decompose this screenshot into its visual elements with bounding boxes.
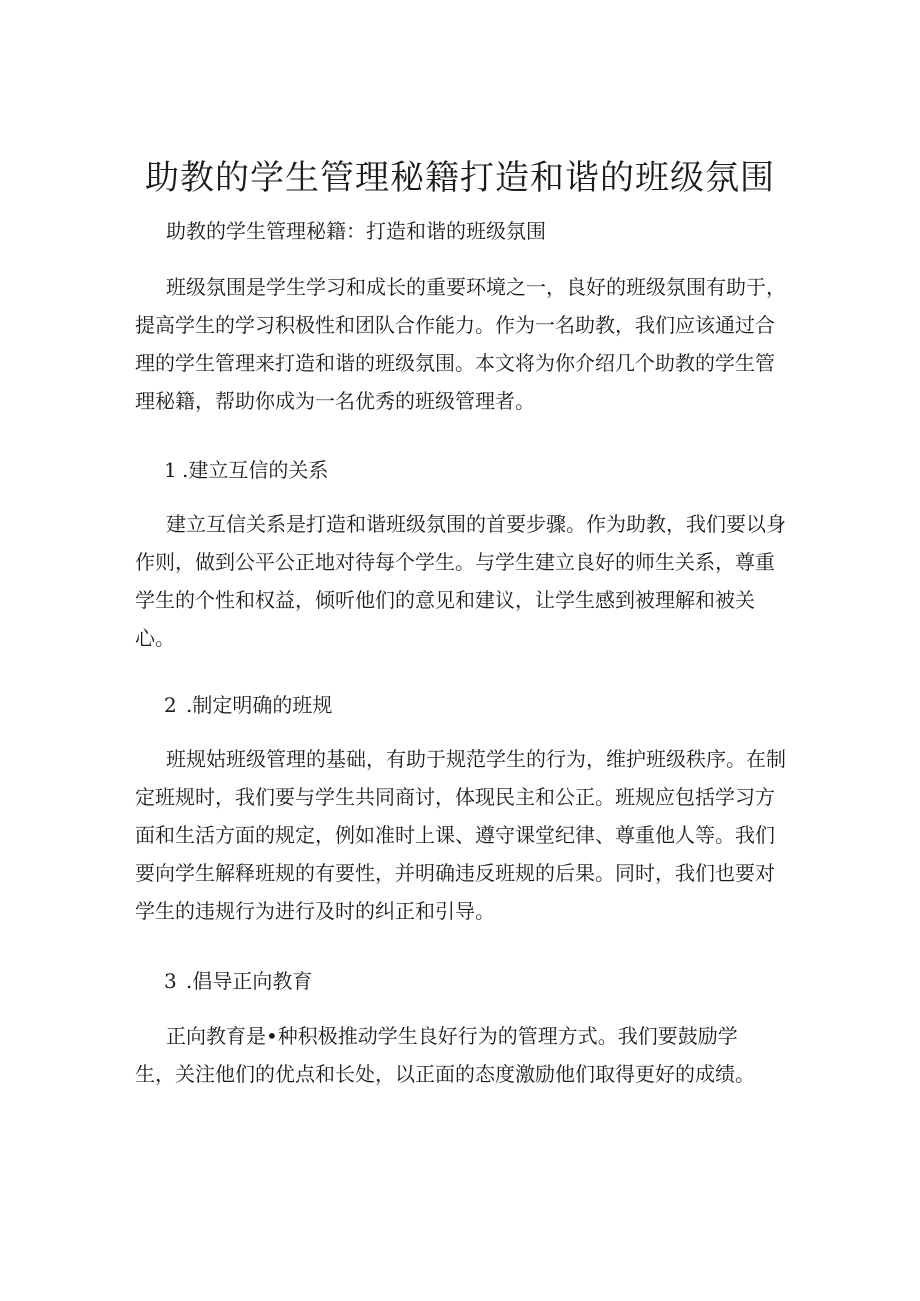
paragraph-line: 学生的个性和权益，倾听他们的意见和建议，让学生感到被理解和被关 <box>135 588 755 612</box>
section-heading-3 <box>164 964 312 998</box>
section-heading-text: .制定明确的班规 <box>186 693 333 717</box>
paragraph-line: 定班规时，我们要与学生共同商讨，体现民主和公正。班规应包括学习方 <box>135 785 775 809</box>
paragraph-line: 面和生活方面的规定，例如准时上课、遵守课堂纪律、尊重他人等。我们 <box>135 823 775 847</box>
section-2-paragraph <box>135 740 795 930</box>
section-heading-text: .倡导正向教育 <box>186 969 313 993</box>
paragraph-line: 建立互信关系是打造和谐班级氛围的首要步骤。作为助教，我们要以身 <box>166 512 786 536</box>
document-subtitle: 助教的学生管理秘籍：打造和谐的班级氛围 <box>166 219 546 243</box>
paragraph-line: 要向学生解释班规的有要性，并明确违反班规的后果。同时，我们也要对 <box>135 861 775 885</box>
section-1-paragraph <box>135 505 795 657</box>
section-heading-1 <box>164 453 328 487</box>
section-number: 3 <box>164 969 177 993</box>
paragraph-line: 理的学生管理来打造和谐的班级氛围。本文将为你介绍几个助教的学生管 <box>135 351 775 375</box>
paragraph-line: 理秘籍，帮助你成为一名优秀的班级管理者。 <box>135 389 535 413</box>
paragraph-line: 正向教育是•种积极推动学生良好行为的管理方式。我们要鼓励学 <box>166 1024 738 1048</box>
section-heading-text: .建立互信的关系 <box>182 458 329 482</box>
section-heading-2 <box>164 688 332 722</box>
section-number: 2 <box>164 693 177 717</box>
paragraph-line: 班级氛围是学生学习和成长的重要环境之一，良好的班级氛围有助于， <box>166 275 786 299</box>
intro-paragraph <box>135 268 795 420</box>
paragraph-line: 心。 <box>135 626 175 650</box>
paragraph-line: 提高学生的学习积极性和团队合作能力。作为一名助教，我们应该通过合 <box>135 313 775 337</box>
document-title: 助教的学生管理秘籍打造和谐的班级氛围 <box>145 158 775 198</box>
paragraph-line: 班规姑班级管理的基础，有助于规范学生的行为，维护班级秩序。在制 <box>166 747 786 771</box>
section-number: 1 <box>164 458 177 482</box>
paragraph-line: 生，关注他们的优点和长处，以正面的态度激励他们取得更好的成绩。 <box>135 1062 755 1086</box>
section-3-paragraph <box>135 1017 795 1093</box>
paragraph-line: 作则，做到公平公正地对待每个学生。与学生建立良好的师生关系，尊重 <box>135 550 775 574</box>
paragraph-line: 学生的违规行为进行及时的纠正和引导。 <box>135 899 495 923</box>
